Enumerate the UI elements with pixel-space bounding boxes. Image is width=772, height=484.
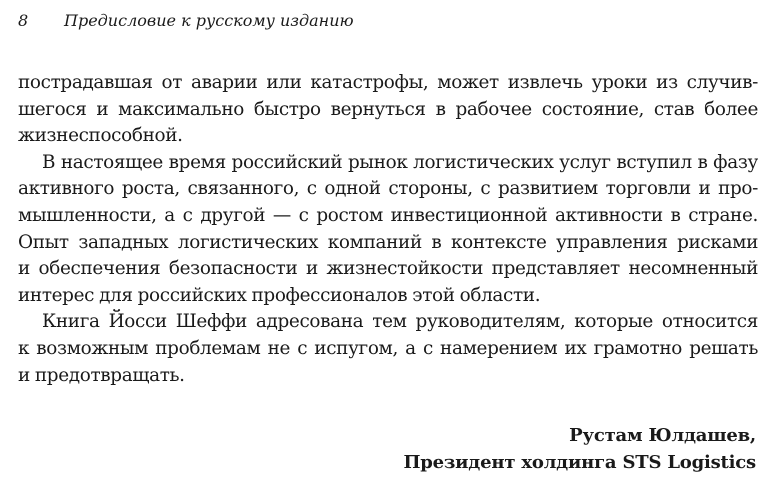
text-line: интерес для российских профессионалов этой области. <box>18 284 541 306</box>
signature-name: Рустам Юлдашев, <box>569 425 756 446</box>
text-line: к возможным проблемам не с испугом, а с намерением их грамотно решать <box>18 337 758 359</box>
running-title: Предисловие к русскому изданию <box>64 11 354 30</box>
paragraph-1 <box>18 70 758 150</box>
text-line: В настоящее время российский рынок логистических услуг вступил в фазу <box>42 151 758 173</box>
text-line: Опыт западных логистических компаний в контексте управления рисками <box>18 231 758 253</box>
text-line: и обеспечения безопасности и жизнестойкости представляет несомненный <box>18 258 758 280</box>
page-number: 8 <box>18 11 29 30</box>
running-head <box>18 8 758 34</box>
text-line: активного роста, связанного, с одной стороны, с развитием торговли и про- <box>18 178 758 200</box>
signature-title: Президент холдинга STS Logistics <box>403 452 756 473</box>
signature-block <box>403 422 756 476</box>
text-line: жизнеспособной. <box>18 125 183 147</box>
text-line: мышленности, а с другой — с ростом инвестиционной активности в стране. <box>18 204 758 226</box>
paragraph-2 <box>18 150 758 310</box>
text-line: и предотвращать. <box>18 364 185 386</box>
text-line: шегося и максимально быстро вернуться в рабочее состояние, став более <box>18 98 758 120</box>
paragraph-3 <box>18 309 758 389</box>
body-text <box>18 70 758 389</box>
text-line: пострадавшая от аварии или катастрофы, может извлечь уроки из случив- <box>18 72 758 93</box>
text-line: Книга Йосси Шеффи адресована тем руководителям, которые относится <box>42 311 758 333</box>
